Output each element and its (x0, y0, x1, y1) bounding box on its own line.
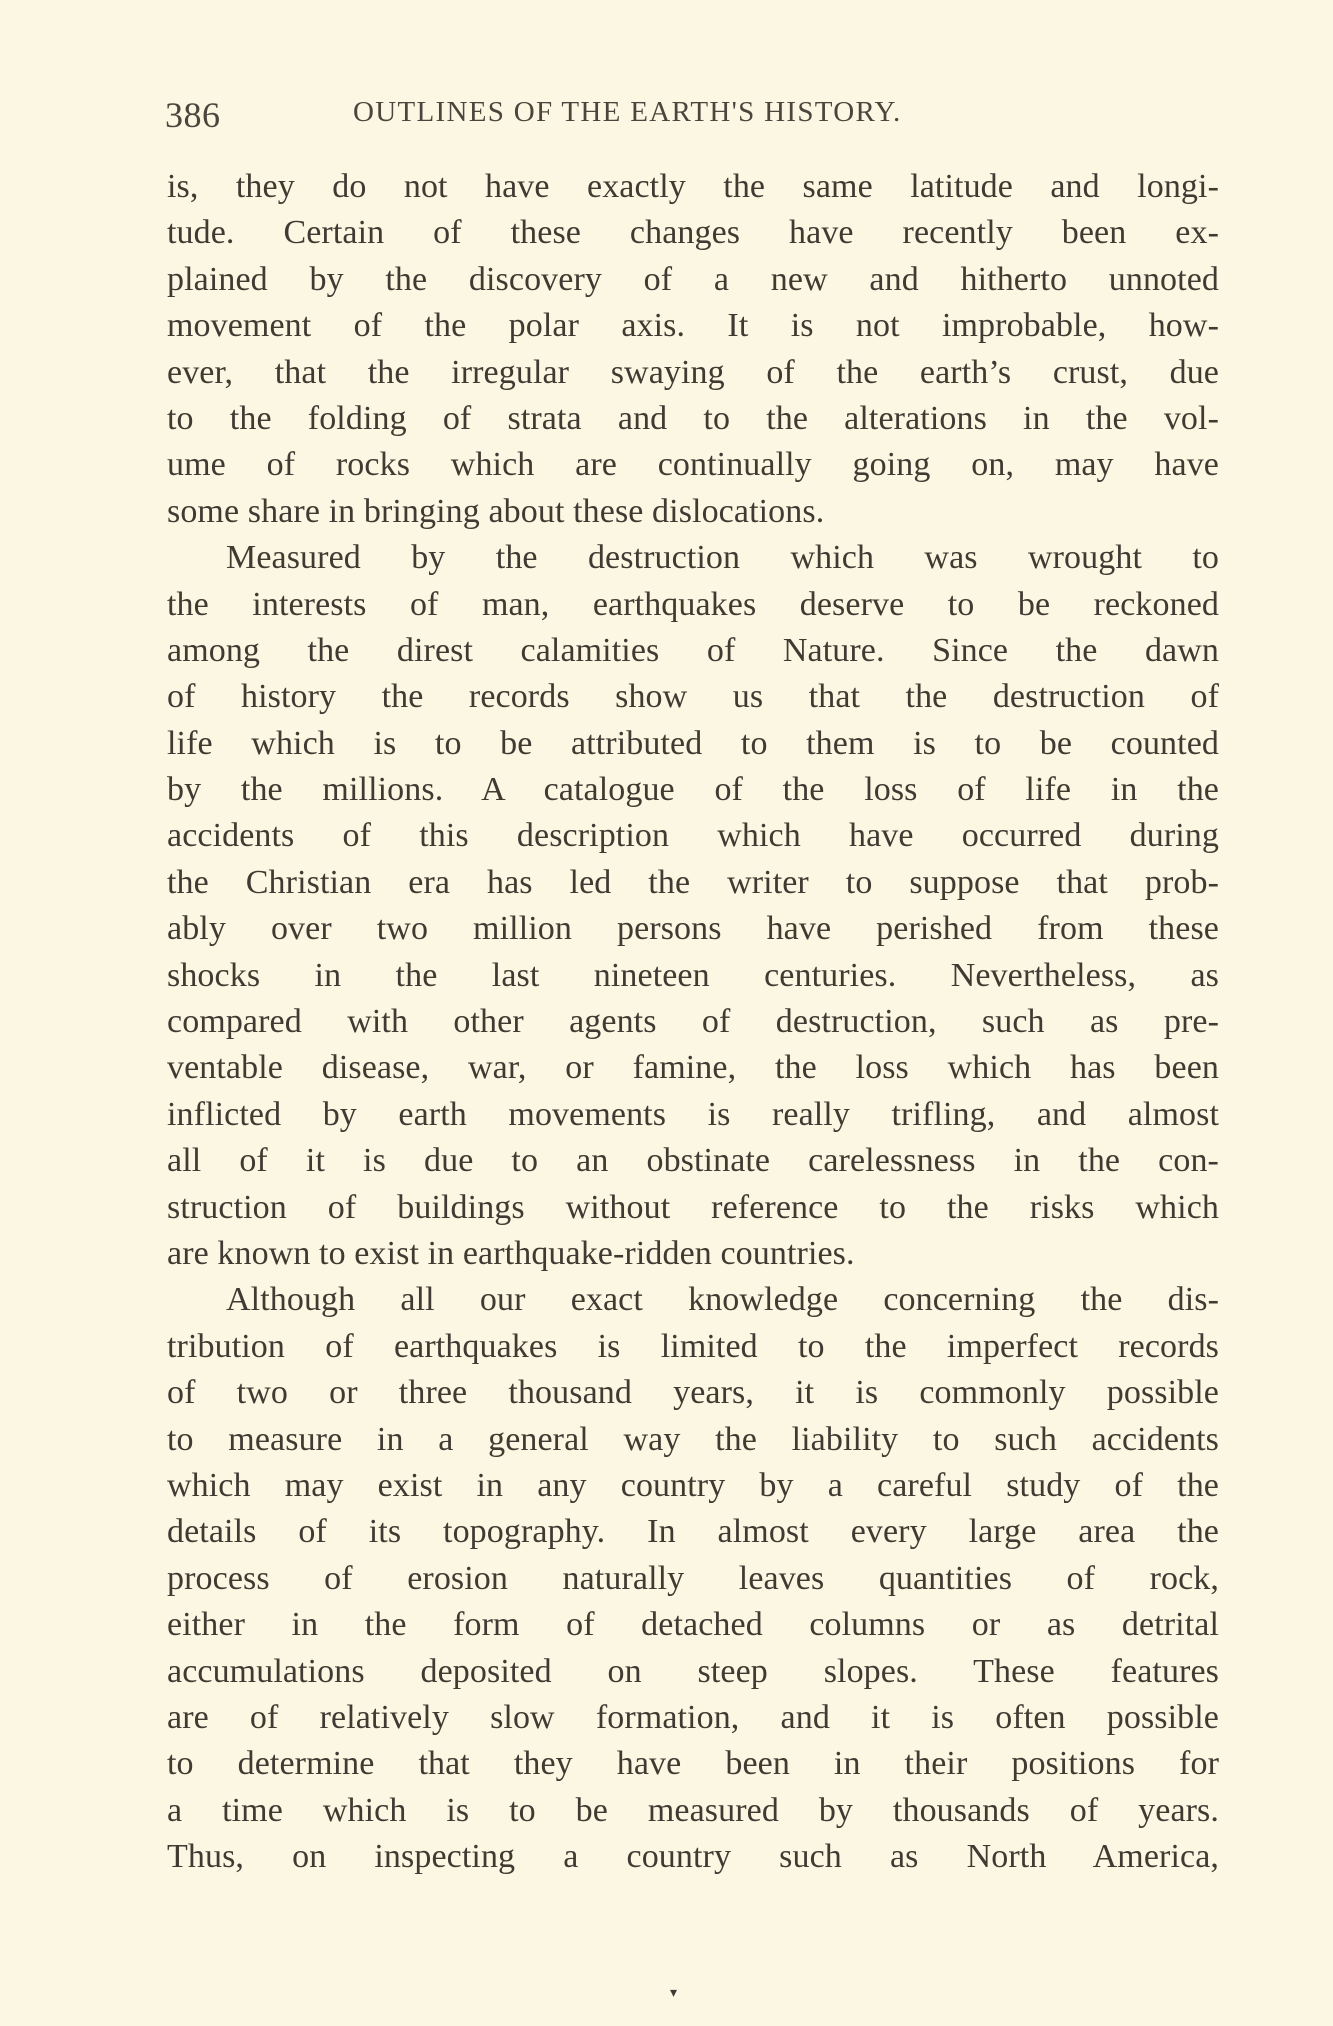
text-line: ever, that the irregular swaying of the earth’s crust, due (167, 353, 1219, 391)
text-line: ume of rocks which are continually going on, may have (167, 446, 1219, 484)
text-line: are known to exist in earthquake-ridden countries. (167, 1234, 855, 1272)
running-head (165, 88, 1225, 138)
text-line: struction of buildings without reference to the risks which (167, 1188, 1219, 1226)
text-line: to determine that they have been in their positions for (167, 1745, 1219, 1783)
text-line: accumulations deposited on steep slopes. These features (167, 1652, 1219, 1690)
text-line: of two or three thousand years, it is commonly possible (167, 1374, 1219, 1412)
signature-mark: ▾ (670, 1986, 678, 2001)
text-line: among the direst calamities of Nature. Since the dawn (167, 631, 1219, 669)
text-line: accidents of this description which have occurred during (167, 817, 1219, 855)
text-line: which may exist in any country by a careful study of the (167, 1466, 1219, 1504)
text-line: tribution of earthquakes is limited to the imperfect records (167, 1327, 1219, 1365)
text-line: life which is to be attributed to them is to be counted (167, 724, 1219, 762)
text-line: a time which is to be measured by thousands of years. (167, 1791, 1219, 1829)
text-line: to the folding of strata and to the alterations in the vol- (167, 399, 1219, 437)
text-line: ventable disease, war, or famine, the loss which has been (167, 1049, 1219, 1087)
text-line: movement of the polar axis. It is not improbable, how- (167, 307, 1219, 345)
text-line: by the millions. A catalogue of the loss of life in the (167, 771, 1219, 809)
text-line: Although all our exact knowledge concerning the dis- (226, 1281, 1219, 1319)
text-line: Thus, on inspecting a country such as North America, (167, 1838, 1219, 1876)
text-line: details of its topography. In almost every large area the (167, 1513, 1219, 1551)
text-line: shocks in the last nineteen centuries. Nevertheless, as (167, 956, 1219, 994)
text-line: either in the form of detached columns or as detrital (167, 1606, 1219, 1644)
text-line: ably over two million persons have perished from these (167, 910, 1219, 948)
text-line: plained by the discovery of a new and hitherto unnoted (167, 260, 1219, 298)
text-line: tude. Certain of these changes have recently been ex- (167, 214, 1219, 252)
text-line: inflicted by earth movements is really trifling, and almost (167, 1095, 1219, 1133)
text-line: Measured by the destruction which was wrought to (226, 539, 1219, 577)
body-text (167, 164, 1219, 1880)
text-line: compared with other agents of destruction, such as pre- (167, 1003, 1219, 1041)
text-line: some share in bringing about these dislocations. (167, 492, 825, 530)
text-line: the interests of man, earthquakes deserve to be reckoned (167, 585, 1219, 623)
paragraph-continuation (167, 164, 1219, 535)
text-line: is, they do not have exactly the same latitude and longi- (167, 168, 1219, 205)
paragraph-earthquake-distribution (167, 1277, 1219, 1880)
text-line: are of relatively slow formation, and it is often possible (167, 1698, 1219, 1736)
paragraph-earthquake-destruction (167, 535, 1219, 1277)
text-line: of history the records show us that the destruction of (167, 678, 1219, 716)
text-line: the Christian era has led the writer to suppose that prob- (167, 863, 1219, 901)
text-line: process of erosion naturally leaves quantities of rock, (167, 1559, 1219, 1597)
text-line: to measure in a general way the liability to such accidents (167, 1420, 1219, 1458)
page-number: 386 (165, 95, 221, 135)
text-line: all of it is due to an obstinate carelessness in the con- (167, 1142, 1219, 1180)
running-title: OUTLINES OF THE EARTH'S HISTORY. (353, 96, 902, 128)
